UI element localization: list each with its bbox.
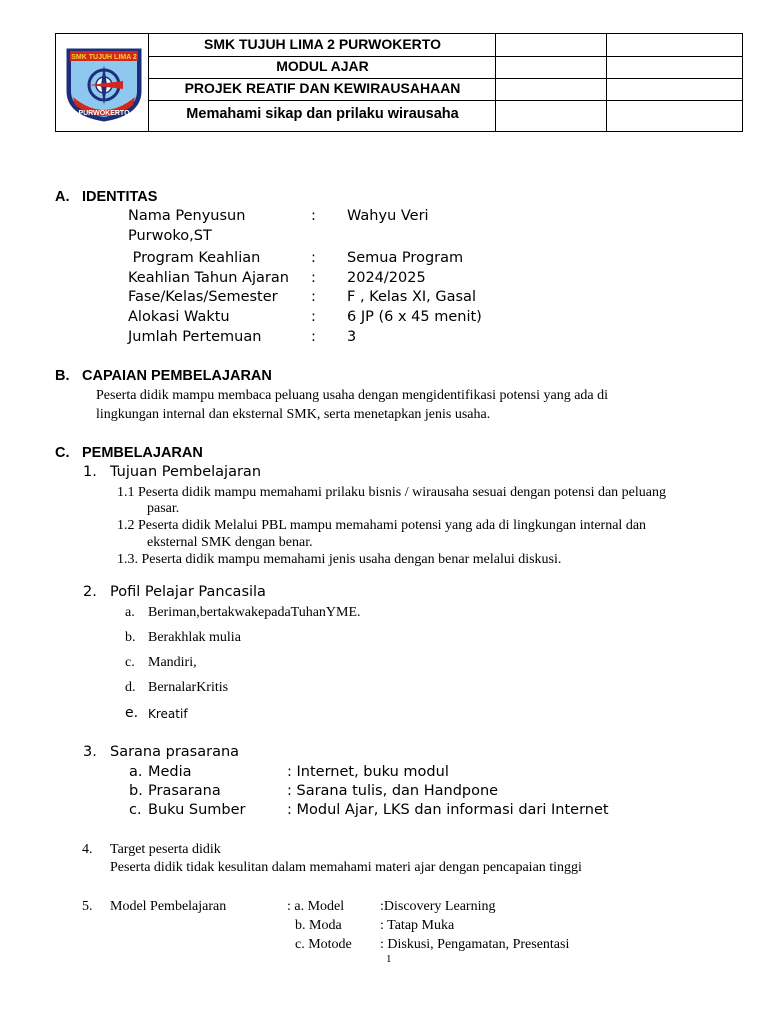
tujuan-item: 1.2 Peserta didik Melalui PBL mampu memahami potensi yang ada di lingkungan internal dan	[117, 518, 647, 533]
identitas-label: Alokasi Waktu	[128, 309, 230, 325]
model-value: : Diskusi, Pengamatan, Presentasi	[380, 937, 570, 952]
sarana-value: : Internet, buku modul	[287, 764, 449, 780]
svg-text:SMK TUJUH LIMA 2: SMK TUJUH LIMA 2	[71, 54, 137, 61]
school-logo	[63, 45, 145, 123]
identitas-value: Semua Program	[347, 250, 464, 266]
identitas-value: 3	[347, 329, 357, 345]
subsection-title: Model Pembelajaran	[110, 899, 227, 914]
list-marker: d.	[125, 680, 136, 695]
identitas-colon: :	[311, 309, 316, 325]
subsection-number: 2.	[83, 584, 97, 600]
list-marker: b.	[129, 783, 143, 799]
svg-text:PURWOKERTO: PURWOKERTO	[78, 110, 130, 117]
profil-item: Beriman,bertakwakepadaTuhanYME.	[148, 605, 361, 620]
section-heading-capaian: CAPAIAN PEMBELAJARAN	[82, 368, 272, 384]
subsection-number: 3.	[83, 744, 97, 760]
header-table	[55, 33, 743, 132]
list-marker: e.	[125, 705, 139, 721]
sarana-label: Media	[148, 764, 192, 780]
tujuan-item-cont: eksternal SMK dengan benar.	[147, 535, 313, 550]
section-letter: A.	[55, 189, 70, 205]
identitas-label: Keahlian Tahun Ajaran	[128, 270, 289, 286]
identitas-value: 6 JP (6 x 45 menit)	[347, 309, 482, 325]
sarana-label: Prasarana	[148, 783, 221, 799]
header-row-line	[148, 56, 742, 57]
sarana-value: : Modul Ajar, LKS dan informasi dari Internet	[287, 802, 609, 818]
identitas-colon: :	[311, 289, 316, 305]
profil-item: Mandiri,	[148, 655, 197, 670]
section-heading-pembelajaran: PEMBELAJARAN	[82, 445, 203, 461]
identitas-label: Program Keahlian	[128, 250, 261, 266]
subsection-title: Pofil Pelajar Pancasila	[110, 584, 266, 600]
page-number: 1	[386, 953, 392, 965]
identitas-label: Purwoko,ST	[128, 228, 212, 244]
section-letter: B.	[55, 368, 70, 384]
sarana-value: : Sarana tulis, dan Handpone	[287, 783, 499, 799]
tujuan-item-cont: pasar.	[147, 501, 180, 516]
model-value: :Discovery Learning	[380, 899, 496, 914]
list-marker: c.	[125, 655, 135, 670]
profil-item: BernalarKritis	[148, 680, 229, 695]
header-row-line	[148, 78, 742, 79]
subsection-number: 4.	[82, 842, 93, 857]
identitas-value: 2024/2025	[347, 270, 426, 286]
model-key: b. Moda	[295, 918, 342, 933]
sarana-label: Buku Sumber	[148, 802, 246, 818]
model-value: : Tatap Muka	[380, 918, 455, 933]
topic-title: Memahami sikap dan prilaku wirausaha	[186, 106, 459, 122]
identitas-colon: :	[311, 250, 316, 266]
subsection-number: 1.	[83, 464, 97, 480]
list-marker: b.	[125, 630, 136, 645]
subsection-number: 5.	[82, 899, 93, 914]
subsection-title: Target peserta didik	[110, 842, 221, 857]
identitas-label: Jumlah Pertemuan	[128, 329, 262, 345]
list-marker: a.	[129, 764, 143, 780]
subsection-title: Sarana prasarana	[110, 744, 240, 760]
section-heading-identitas: IDENTITAS	[82, 189, 158, 205]
capaian-text: lingkungan internal dan eksternal SMK, serta menetapkan jenis usaha.	[96, 407, 491, 422]
section-letter: C.	[55, 445, 70, 461]
identitas-label: Fase/Kelas/Semester	[128, 289, 278, 305]
identitas-colon: :	[311, 270, 316, 286]
identitas-value: Wahyu Veri	[347, 208, 429, 224]
tujuan-item: 1.3. Peserta didik mampu memahami jenis usaha dengan benar melalui diskusi.	[117, 552, 562, 567]
tujuan-item: 1.1 Peserta didik mampu memahami prilaku bisnis / wirausaha sesuai dengan potensi dan peluang	[117, 485, 666, 500]
model-key: : a. Model	[287, 899, 345, 914]
subsection-title: Tujuan Pembelajaran	[110, 464, 262, 480]
target-text: Peserta didik tidak kesulitan dalam memahami materi ajar dengan pencapaian tinggi	[110, 860, 582, 875]
identitas-colon: :	[311, 208, 316, 224]
header-row-line	[148, 100, 742, 101]
subject-title: PROJEK REATIF DAN KEWIRAUSAHAAN	[184, 80, 461, 96]
identitas-colon: :	[311, 329, 316, 345]
model-key: c. Motode	[295, 937, 352, 952]
profil-item: Kreatif	[148, 707, 188, 721]
identitas-label: Nama Penyusun	[128, 208, 246, 224]
identitas-value: F , Kelas XI, Gasal	[347, 289, 476, 305]
list-marker: a.	[125, 605, 135, 620]
header-divider	[606, 34, 607, 131]
module-title: MODUL AJAR	[276, 58, 369, 74]
capaian-text: Peserta didik mampu membaca peluang usaha dengan mengidentifikasi potensi yang ada di	[96, 388, 609, 403]
profil-item: Berakhlak mulia	[148, 630, 241, 645]
list-marker: c.	[129, 802, 142, 818]
school-name: SMK TUJUH LIMA 2 PURWOKERTO	[204, 36, 441, 52]
